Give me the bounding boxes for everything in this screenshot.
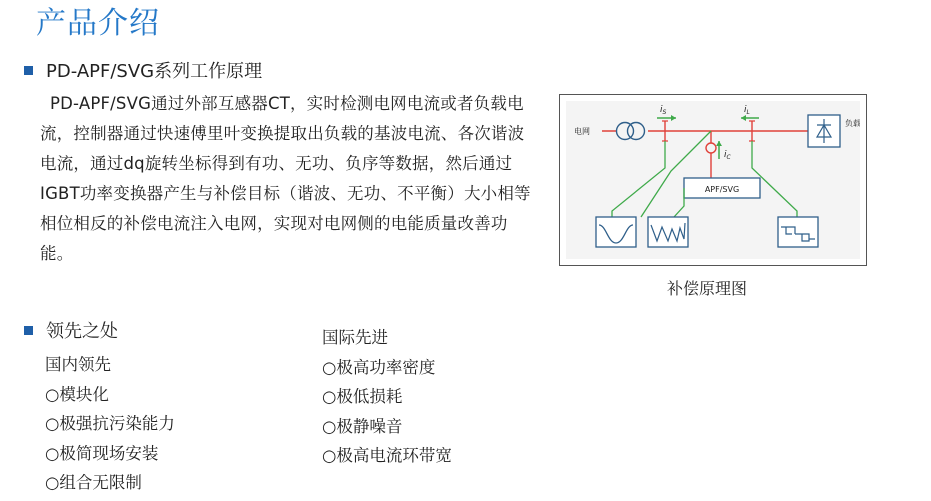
ic-label: $i_C$ [724,150,731,161]
il-label: $i_L$ [744,105,750,116]
bullet-square-icon [24,66,33,75]
apf-svg-label: APF/SVG [704,185,740,194]
section-heading-advantages-text: 领先之处 [46,321,118,342]
diagram-caption: 补偿原理图 [667,279,748,298]
page-title: 产品介绍 [36,6,160,41]
compensation-diagram [559,94,867,266]
diagram-background [566,101,860,259]
list-item: ○极低损耗 [322,387,403,406]
list-item: ○极简现场安装 [45,443,159,463]
ic-ct-icon [706,143,716,153]
is-label: $i_S$ [660,105,667,116]
bullet-square-icon [24,326,33,335]
list-item: ○模块化 [45,384,109,404]
grid-label: 电网 [574,127,590,136]
list-title: 国内领先 [45,355,111,374]
square-wave-box [778,217,818,247]
international-advanced-list [322,323,452,471]
list-item: ○组合无限制 [45,473,142,492]
list-item: ○极静噪音 [322,416,403,436]
list-title: 国际先进 [322,328,388,347]
section-heading-principle [24,57,262,83]
section-heading-advantages [24,317,118,343]
section-heading-principle-text: PD-APF/SVG系列工作原理 [46,61,263,82]
domestic-leading-list [45,350,175,498]
list-item: ○极高电流环带宽 [322,446,452,465]
load-label: 负载 [845,119,860,128]
principle-paragraph: PD-APF/SVG通过外部互感器CT，实时检测电网电流或者负载电流，控制器通过快速傅里叶变换提取出负载的基波电流、各次谐波电流，通过dq旋转坐标得到有功、无功、负序等数据，然后通过IGBT功率变换器产生与补偿目标（谐波、无功、不平衡）大小相等相位相反的补偿电流注入电网，实现对电网侧的电能质量改善功能。 [40,94,531,263]
list-item: ○极强抗污染能力 [45,414,175,433]
list-item: ○极高功率密度 [322,357,436,377]
